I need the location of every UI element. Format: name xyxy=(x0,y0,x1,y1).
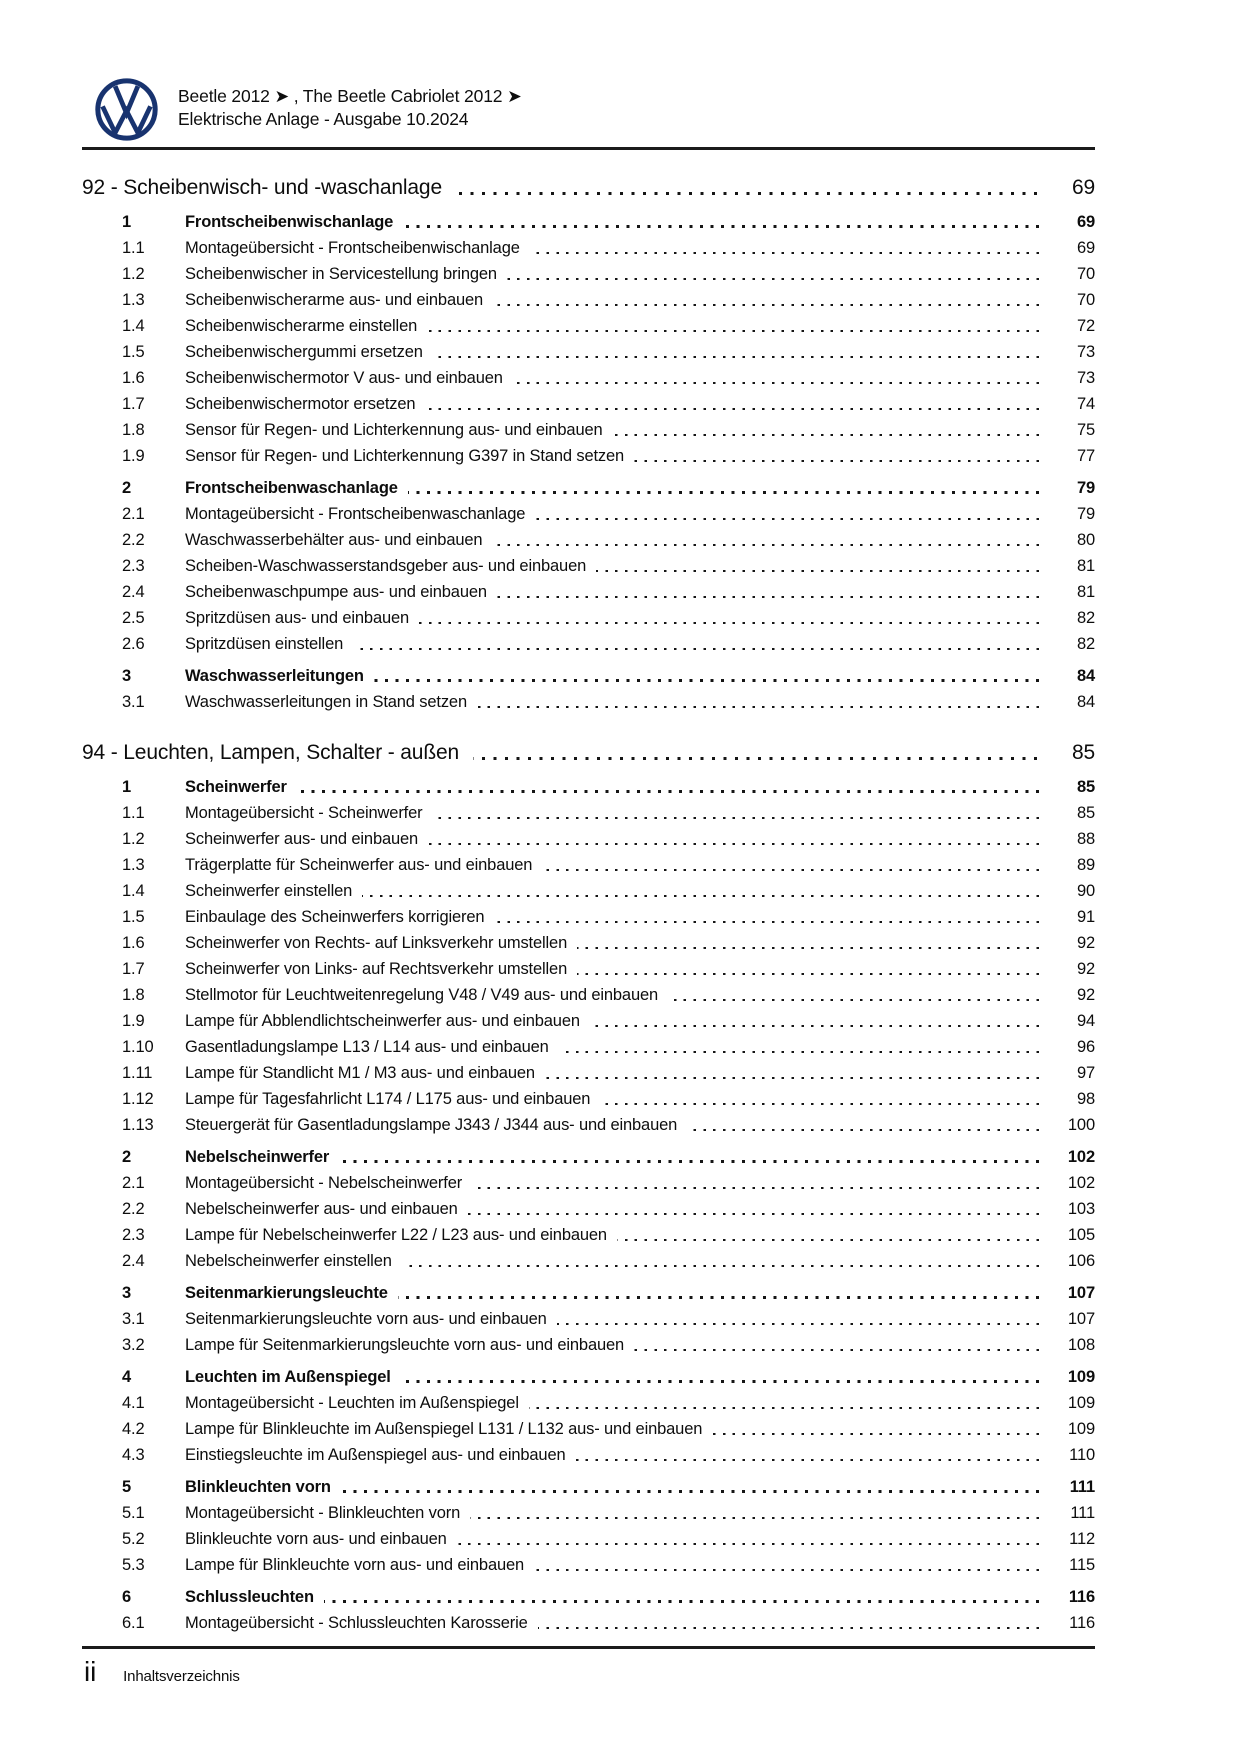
dot-leader xyxy=(507,278,1039,281)
dot-leader xyxy=(433,356,1039,359)
dot-leader xyxy=(613,434,1039,437)
dot-leader xyxy=(425,408,1039,411)
dot-leader xyxy=(472,1187,1039,1190)
entry-page: 88 xyxy=(1076,830,1095,848)
dot-leader xyxy=(470,1517,1039,1520)
entry-page: 73 xyxy=(1076,369,1095,387)
page-footer xyxy=(84,1657,1240,1687)
entry-number: 3.1 xyxy=(122,693,145,711)
dot-leader xyxy=(428,843,1039,846)
entry-number: 1.4 xyxy=(122,882,145,900)
entry-title: Lampe für Blinkleuchte vorn aus- und einbauen xyxy=(185,1556,525,1574)
entry-title: Steuergerät für Gasentladungslampe J343 / J344 aus- und einbauen xyxy=(185,1116,678,1134)
entry-number: 3 xyxy=(122,667,132,685)
toc-entry xyxy=(82,261,1095,287)
footer-label: Inhaltsverzeichnis xyxy=(123,1668,240,1685)
entry-title: Frontscheibenwaschanlage xyxy=(185,479,398,497)
entry-title: Nebelscheinwerfer xyxy=(185,1148,330,1166)
entry-number: 2.6 xyxy=(122,635,145,653)
toc-entry xyxy=(82,313,1095,339)
dot-leader xyxy=(600,1103,1039,1106)
dot-leader xyxy=(559,1051,1039,1054)
dot-leader xyxy=(668,999,1039,1002)
entry-page: 77 xyxy=(1076,447,1095,465)
entry-title: Montageübersicht - Frontscheibenwischanlage xyxy=(185,239,520,257)
entry-title: Lampe für Standlicht M1 / M3 aus- und einbauen xyxy=(185,1064,535,1082)
entry-page: 94 xyxy=(1076,1012,1095,1030)
entry-page: 69 xyxy=(1076,239,1095,257)
dot-leader xyxy=(513,382,1039,385)
entry-page: 111 xyxy=(1069,1478,1095,1496)
chapter-title: 92 - Scheibenwisch- und -waschanlage xyxy=(82,176,442,199)
entry-page: 102 xyxy=(1067,1148,1095,1166)
entry-number: 1.9 xyxy=(122,447,145,465)
entry-number: 3.1 xyxy=(122,1310,145,1328)
dot-leader xyxy=(617,1239,1039,1242)
dot-leader xyxy=(339,1160,1039,1163)
vw-logo-icon xyxy=(95,78,158,141)
entry-page: 72 xyxy=(1076,317,1095,335)
page-header xyxy=(95,78,1240,141)
entry-title: Lampe für Tagesfahrlicht L174 / L175 aus- und einbauen xyxy=(185,1090,591,1108)
toc-entry xyxy=(82,1610,1095,1636)
entry-number: 6 xyxy=(122,1588,132,1606)
toc-entry xyxy=(82,1170,1095,1196)
entry-number: 5.3 xyxy=(122,1556,145,1574)
toc-entry xyxy=(82,235,1095,261)
toc-entry xyxy=(82,1112,1095,1138)
entry-title: Lampe für Nebelscheinwerfer L22 / L23 aus- und einbauen xyxy=(185,1226,607,1244)
entry-page: 89 xyxy=(1076,856,1095,874)
entry-page: 92 xyxy=(1076,960,1095,978)
toc-entry xyxy=(82,1552,1095,1578)
entry-page: 70 xyxy=(1076,291,1095,309)
toc-entry xyxy=(82,878,1095,904)
toc-entry xyxy=(82,1280,1095,1306)
entry-number: 4.1 xyxy=(122,1394,145,1412)
toc-entry xyxy=(82,956,1095,982)
dot-leader xyxy=(341,1490,1039,1493)
entry-title: Scheinwerfer aus- und einbauen xyxy=(185,830,419,848)
entry-page: 116 xyxy=(1069,1614,1095,1632)
dot-leader xyxy=(473,757,1037,760)
dot-leader xyxy=(634,1349,1039,1352)
dot-leader xyxy=(402,1265,1039,1268)
toc-entry xyxy=(82,365,1095,391)
entry-number: 1.1 xyxy=(122,804,145,822)
entry-page: 109 xyxy=(1067,1394,1095,1412)
entry-page: 115 xyxy=(1069,1556,1095,1574)
entry-title: Waschwasserleitungen xyxy=(185,667,364,685)
entry-number: 1.10 xyxy=(122,1038,154,1056)
dot-leader xyxy=(353,648,1039,651)
entry-title: Nebelscheinwerfer aus- und einbauen xyxy=(185,1200,458,1218)
toc-entry xyxy=(82,527,1095,553)
toc-chapter-heading xyxy=(82,738,1095,768)
entry-number: 4 xyxy=(122,1368,132,1386)
entry-page: 108 xyxy=(1067,1336,1095,1354)
dot-leader xyxy=(634,460,1039,463)
entry-page: 103 xyxy=(1067,1200,1095,1218)
dot-leader xyxy=(297,790,1039,793)
dot-leader xyxy=(432,817,1039,820)
dot-leader xyxy=(687,1129,1039,1132)
entry-title: Lampe für Abblendlichtscheinwerfer aus- und einbauen xyxy=(185,1012,580,1030)
dot-leader xyxy=(530,252,1039,255)
chapter-title: 94 - Leuchten, Lampen, Schalter - außen xyxy=(82,741,460,764)
header-divider xyxy=(82,147,1095,150)
entry-page: 84 xyxy=(1076,693,1095,711)
entry-title: Einbaulage des Scheinwerfers korrigieren xyxy=(185,908,485,926)
toc-entry xyxy=(82,1306,1095,1332)
toc-entry xyxy=(82,663,1095,689)
toc-entry xyxy=(82,826,1095,852)
entry-number: 1.6 xyxy=(122,369,145,387)
toc-entry xyxy=(82,1086,1095,1112)
toc-entry xyxy=(82,1526,1095,1552)
toc-entry xyxy=(82,287,1095,313)
toc-entry xyxy=(82,1248,1095,1274)
entry-page: 91 xyxy=(1076,908,1095,926)
toc-entry xyxy=(82,1034,1095,1060)
entry-title: Scheinwerfer einstellen xyxy=(185,882,353,900)
dot-leader xyxy=(374,679,1039,682)
toc-entry xyxy=(82,475,1095,501)
dot-leader xyxy=(398,1296,1039,1299)
dot-leader xyxy=(529,1407,1039,1410)
toc-entry xyxy=(82,1332,1095,1358)
dot-leader xyxy=(497,596,1039,599)
toc-entry xyxy=(82,774,1095,800)
entry-title: Scheibenwischer in Servicestellung bringen xyxy=(185,265,497,283)
entry-title: Spritzdüsen aus- und einbauen xyxy=(185,609,410,627)
entry-page: 100 xyxy=(1067,1116,1095,1134)
entry-page: 98 xyxy=(1076,1090,1095,1108)
dot-leader xyxy=(545,1077,1039,1080)
entry-number: 2.2 xyxy=(122,1200,145,1218)
entry-number: 1.8 xyxy=(122,986,145,1004)
entry-title: Scheibenwischerarme aus- und einbauen xyxy=(185,291,484,309)
toc-entry xyxy=(82,1196,1095,1222)
header-text-block xyxy=(178,78,522,131)
dot-leader xyxy=(577,947,1039,950)
entry-number: 1.1 xyxy=(122,239,145,257)
entry-number: 1.13 xyxy=(122,1116,154,1134)
toc xyxy=(82,173,1095,1636)
entry-number: 5.2 xyxy=(122,1530,145,1548)
entry-number: 2.4 xyxy=(122,583,145,601)
entry-number: 1.5 xyxy=(122,908,145,926)
entry-page: 102 xyxy=(1067,1174,1095,1192)
entry-number: 3 xyxy=(122,1284,132,1302)
dot-leader xyxy=(535,518,1039,521)
dot-leader xyxy=(596,570,1039,573)
entry-page: 84 xyxy=(1076,667,1095,685)
entry-page: 92 xyxy=(1076,934,1095,952)
entry-number: 1.12 xyxy=(122,1090,154,1108)
entry-title: Lampe für Blinkleuchte im Außenspiegel L131 / L132 aus- und einbauen xyxy=(185,1420,703,1438)
entry-page: 109 xyxy=(1067,1420,1095,1438)
entry-page: 73 xyxy=(1076,343,1095,361)
entry-title: Scheinwerfer von Links- auf Rechtsverkehr umstellen xyxy=(185,960,568,978)
toc-entry xyxy=(82,631,1095,657)
toc-entry xyxy=(82,1584,1095,1610)
dot-leader xyxy=(427,330,1039,333)
toc-entry xyxy=(82,579,1095,605)
dot-leader xyxy=(403,225,1039,228)
dot-leader xyxy=(468,1213,1039,1216)
entry-page: 81 xyxy=(1076,583,1095,601)
entry-number: 1.11 xyxy=(122,1064,153,1082)
entry-number: 1.6 xyxy=(122,934,145,952)
entry-title: Schlussleuchten xyxy=(185,1588,314,1606)
entry-title: Scheibenwaschpumpe aus- und einbauen xyxy=(185,583,487,601)
entry-page: 97 xyxy=(1076,1064,1095,1082)
dot-leader xyxy=(477,706,1039,709)
footer-page-number: ii xyxy=(84,1656,97,1687)
dot-leader xyxy=(712,1433,1039,1436)
entry-number: 6.1 xyxy=(122,1614,145,1632)
entry-title: Scheibenwischerarme einstellen xyxy=(185,317,418,335)
entry-page: 107 xyxy=(1067,1284,1095,1302)
entry-title: Blinkleuchten vorn xyxy=(185,1478,331,1496)
toc-entry xyxy=(82,800,1095,826)
entry-title: Trägerplatte für Scheinwerfer aus- und einbauen xyxy=(185,856,533,874)
entry-page: 116 xyxy=(1068,1588,1095,1606)
entry-title: Montageübersicht - Frontscheibenwaschanlage xyxy=(185,505,526,523)
entry-number: 2 xyxy=(122,479,132,497)
entry-title: Leuchten im Außenspiegel xyxy=(185,1368,391,1386)
entry-page: 81 xyxy=(1076,557,1095,575)
toc-entry xyxy=(82,1416,1095,1442)
toc-entry xyxy=(82,1390,1095,1416)
entry-number: 5.1 xyxy=(122,1504,145,1522)
dot-leader xyxy=(401,1380,1039,1383)
toc-entry xyxy=(82,1442,1095,1468)
entry-title: Stellmotor für Leuchtweitenregelung V48 / V49 aus- und einbauen xyxy=(185,986,659,1004)
entry-title: Montageübersicht - Blinkleuchten vorn xyxy=(185,1504,461,1522)
entry-page: 82 xyxy=(1076,609,1095,627)
toc-entry xyxy=(82,904,1095,930)
entry-page: 110 xyxy=(1069,1446,1095,1464)
entry-page: 69 xyxy=(1076,213,1095,231)
entry-page: 85 xyxy=(1076,804,1095,822)
entry-title: Montageübersicht - Nebelscheinwerfer xyxy=(185,1174,463,1192)
header-model-line: Beetle 2012 ➤ , The Beetle Cabriolet 2012 ➤ xyxy=(178,86,522,106)
entry-title: Montageübersicht - Schlussleuchten Karosserie xyxy=(185,1614,528,1632)
entry-page: 109 xyxy=(1067,1368,1095,1386)
dot-leader xyxy=(457,1543,1039,1546)
entry-number: 1.3 xyxy=(122,291,145,309)
dot-leader xyxy=(534,1569,1039,1572)
entry-title: Scheinwerfer von Rechts- auf Linksverkehr umstellen xyxy=(185,934,568,952)
entry-title: Sensor für Regen- und Lichterkennung G397 in Stand setzen xyxy=(185,447,625,465)
entry-number: 2 xyxy=(122,1148,132,1166)
toc-entry xyxy=(82,1144,1095,1170)
toc-entry xyxy=(82,391,1095,417)
entry-title: Spritzdüsen einstellen xyxy=(185,635,344,653)
entry-number: 1.7 xyxy=(122,395,145,413)
entry-page: 79 xyxy=(1076,505,1095,523)
entry-number: 5 xyxy=(122,1478,132,1496)
entry-title: Nebelscheinwerfer einstellen xyxy=(185,1252,392,1270)
entry-title: Montageübersicht - Leuchten im Außenspiegel xyxy=(185,1394,519,1412)
toc-entry xyxy=(82,1008,1095,1034)
entry-number: 2.2 xyxy=(122,531,145,549)
entry-page: 80 xyxy=(1076,531,1095,549)
toc-entry xyxy=(82,501,1095,527)
toc-entry xyxy=(82,1474,1095,1500)
entry-number: 4.2 xyxy=(122,1420,145,1438)
entry-page: 82 xyxy=(1076,635,1095,653)
entry-title: Gasentladungslampe L13 / L14 aus- und einbauen xyxy=(185,1038,549,1056)
entry-page: 107 xyxy=(1067,1310,1095,1328)
entry-number: 2.5 xyxy=(122,609,145,627)
entry-number: 1 xyxy=(122,213,132,231)
entry-title: Frontscheibenwischanlage xyxy=(185,213,394,231)
chapter-page: 69 xyxy=(1071,176,1095,199)
dot-leader xyxy=(493,304,1039,307)
entry-number: 1.2 xyxy=(122,265,145,283)
toc-entry xyxy=(82,689,1095,715)
entry-page: 112 xyxy=(1069,1530,1095,1548)
dot-leader xyxy=(419,622,1039,625)
entry-number: 2.1 xyxy=(122,505,145,523)
toc-entry xyxy=(82,443,1095,469)
dot-leader xyxy=(590,1025,1039,1028)
entry-number: 2.4 xyxy=(122,1252,145,1270)
toc-entry xyxy=(82,852,1095,878)
entry-number: 2.1 xyxy=(122,1174,145,1192)
dot-leader xyxy=(542,869,1039,872)
toc-entry xyxy=(82,209,1095,235)
entry-title: Seitenmarkierungsleuchte xyxy=(185,1284,388,1302)
entry-number: 4.3 xyxy=(122,1446,145,1464)
entry-title: Seitenmarkierungsleuchte vorn aus- und einbauen xyxy=(185,1310,547,1328)
entry-number: 1.5 xyxy=(122,343,145,361)
entry-number: 1.7 xyxy=(122,960,145,978)
entry-title: Scheibenwischermotor V aus- und einbauen xyxy=(185,369,503,387)
entry-title: Lampe für Seitenmarkierungsleuchte vorn aus- und einbauen xyxy=(185,1336,625,1354)
entry-page: 74 xyxy=(1076,395,1095,413)
entry-number: 1 xyxy=(122,778,132,796)
entry-page: 111 xyxy=(1070,1504,1095,1522)
entry-title: Scheinwerfer xyxy=(185,778,287,796)
dot-leader xyxy=(324,1600,1039,1603)
toc-entry xyxy=(82,1222,1095,1248)
entry-number: 1.2 xyxy=(122,830,145,848)
entry-page: 79 xyxy=(1076,479,1095,497)
entry-page: 106 xyxy=(1067,1252,1095,1270)
toc-entry xyxy=(82,982,1095,1008)
toc-entry xyxy=(82,930,1095,956)
toc-entry xyxy=(82,417,1095,443)
entry-title: Montageübersicht - Scheinwerfer xyxy=(185,804,423,822)
dot-leader xyxy=(576,1459,1039,1462)
entry-page: 96 xyxy=(1076,1038,1095,1056)
entry-number: 1.8 xyxy=(122,421,145,439)
dot-leader xyxy=(456,192,1037,195)
dot-leader xyxy=(538,1627,1039,1630)
entry-title: Scheibenwischergummi ersetzen xyxy=(185,343,423,361)
dot-leader xyxy=(577,973,1039,976)
toc-entry xyxy=(82,605,1095,631)
entry-title: Waschwasserbehälter aus- und einbauen xyxy=(185,531,483,549)
entry-page: 70 xyxy=(1076,265,1095,283)
dot-leader xyxy=(492,544,1039,547)
entry-page: 92 xyxy=(1076,986,1095,1004)
entry-number: 2.3 xyxy=(122,557,145,575)
entry-title: Scheibenwischermotor ersetzen xyxy=(185,395,416,413)
header-edition-line: Elektrische Anlage - Ausgabe 10.2024 xyxy=(178,109,469,129)
entry-page: 75 xyxy=(1076,421,1095,439)
entry-number: 1.3 xyxy=(122,856,145,874)
entry-number: 1.9 xyxy=(122,1012,145,1030)
entry-page: 105 xyxy=(1067,1226,1095,1244)
entry-title: Einstiegsleuchte im Außenspiegel aus- und einbauen xyxy=(185,1446,566,1464)
dot-leader xyxy=(494,921,1039,924)
entry-page: 90 xyxy=(1076,882,1095,900)
entry-title: Scheiben-Waschwasserstandsgeber aus- und einbauen xyxy=(185,557,587,575)
toc-chapter-heading xyxy=(82,173,1095,203)
entry-number: 1.4 xyxy=(122,317,145,335)
toc-entry xyxy=(82,553,1095,579)
toc-entry xyxy=(82,339,1095,365)
chapter-page: 85 xyxy=(1071,741,1095,764)
dot-leader xyxy=(408,491,1039,494)
entry-title: Blinkleuchte vorn aus- und einbauen xyxy=(185,1530,447,1548)
toc-entry xyxy=(82,1500,1095,1526)
toc-entry xyxy=(82,1060,1095,1086)
dot-leader xyxy=(557,1323,1039,1326)
entry-title: Sensor für Regen- und Lichterkennung aus- und einbauen xyxy=(185,421,603,439)
entry-page: 85 xyxy=(1076,778,1095,796)
entry-number: 2.3 xyxy=(122,1226,145,1244)
dot-leader xyxy=(362,895,1039,898)
toc-entry xyxy=(82,1364,1095,1390)
entry-title: Waschwasserleitungen in Stand setzen xyxy=(185,693,467,711)
entry-number: 3.2 xyxy=(122,1336,145,1354)
footer-divider xyxy=(82,1646,1095,1649)
